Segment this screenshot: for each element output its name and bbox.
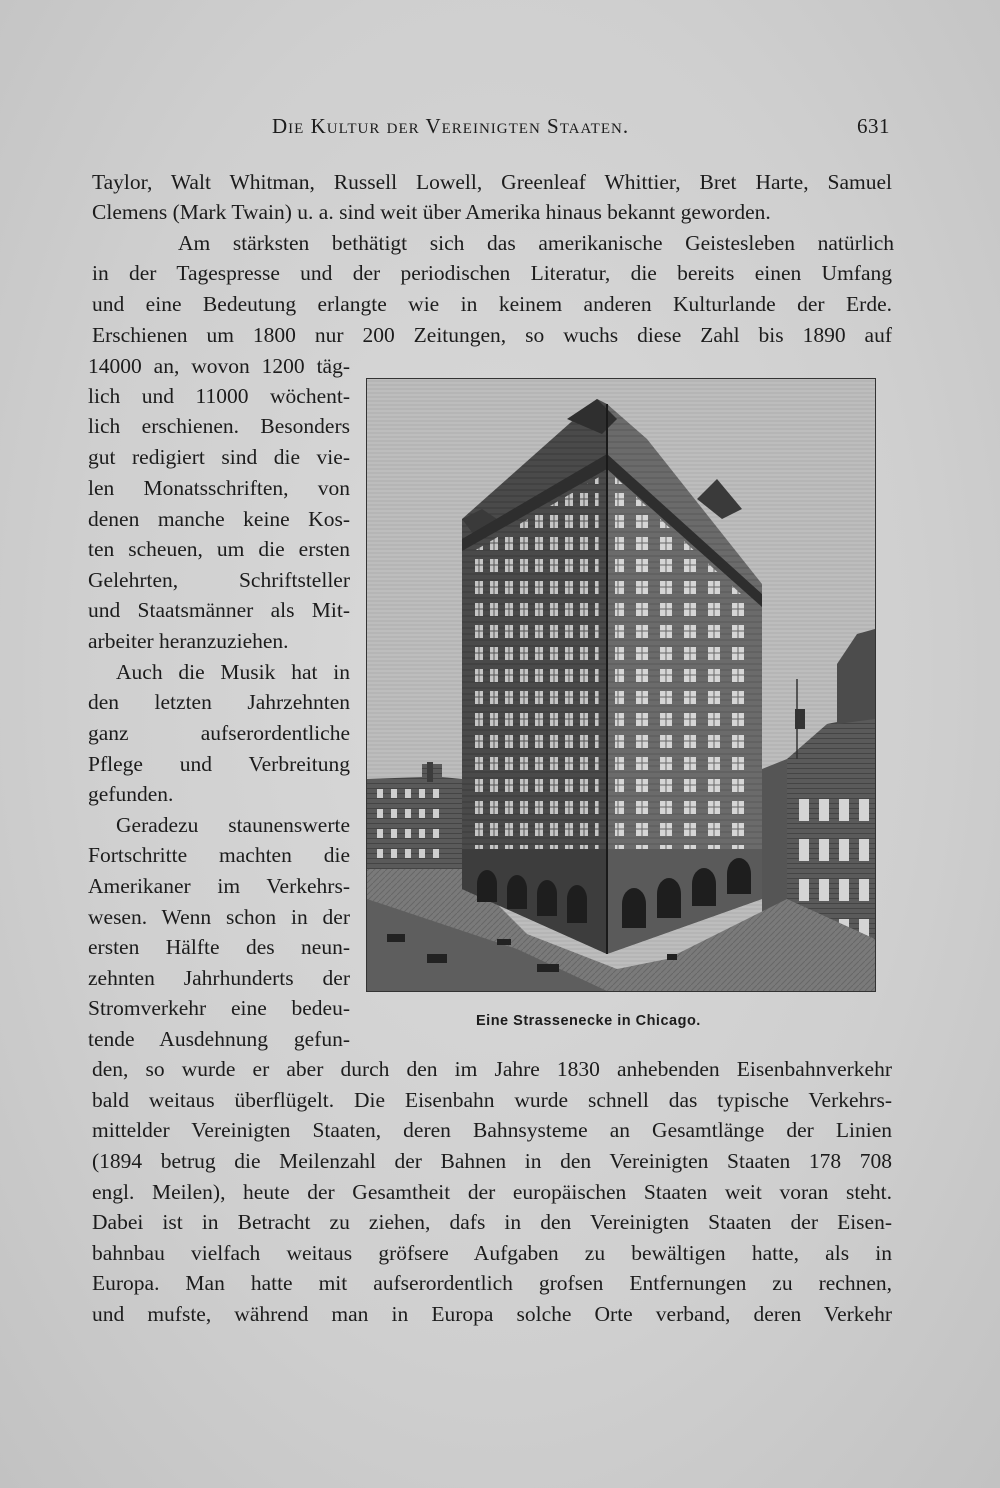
text-line: und mufste, während man in Europa solche Orte verband, deren Verkehr xyxy=(92,1302,892,1326)
text-line: Auch die Musik hat in xyxy=(116,660,350,684)
text-line: Taylor, Walt Whitman, Russell Lowell, Greenleaf Whittier, Bret Harte, Samuel xyxy=(92,170,892,194)
text-line: Erschienen um 1800 nur 200 Zeitungen, so wuchs diese Zahl bis 1890 auf xyxy=(92,323,892,347)
text-line: gut redigiert sind die vie- xyxy=(88,445,350,469)
text-line: arbeiter heranzuziehen. xyxy=(88,629,289,653)
text-line: denen manche keine Kos- xyxy=(88,507,350,531)
text-line: bald weitaus überflügelt. Die Eisenbahn wurde schnell das typische Verkehrs- xyxy=(92,1088,892,1112)
text-line: len Monatsschriften, von xyxy=(88,476,350,500)
figure-caption: Eine Strassenecke in Chicago. xyxy=(476,1013,701,1029)
text-line: Gelehrten, Schriftsteller xyxy=(88,568,350,592)
text-line: in der Tagespresse und der periodischen Literatur, die bereits einen Umfang xyxy=(92,261,892,285)
text-line: wesen. Wenn schon in der xyxy=(88,905,350,929)
text-line: ganz aufserordentliche xyxy=(88,721,350,745)
text-line: Geradezu staunenswerte xyxy=(116,813,350,837)
text-line: und Staatsmänner als Mit- xyxy=(88,598,350,622)
running-title: Die Kultur der Vereinigten Staaten. xyxy=(272,114,630,138)
text-line: den, so wurde er aber durch den im Jahre 1830 anhebenden Eisenbahnverkehr xyxy=(92,1057,892,1081)
text-line: lich und 11000 wöchent- xyxy=(88,384,350,408)
text-line: mittelder Vereinigten Staaten, deren Bahnsysteme an Gesamtlänge der Linien xyxy=(92,1118,892,1142)
text-line: 14000 an, wovon 1200 täg- xyxy=(88,354,350,378)
page-number: 631 xyxy=(857,114,890,138)
text-line: ersten Hälfte des neun- xyxy=(88,935,350,959)
text-line: Pflege und Verbreitung xyxy=(88,752,350,776)
text-line: lich erschienen. Besonders xyxy=(88,414,350,438)
building-engraving xyxy=(366,378,876,992)
text-line: ten scheuen, um die ersten xyxy=(88,537,350,561)
text-line: Fortschritte machten die xyxy=(88,843,350,867)
text-line: (1894 betrug die Meilenzahl der Bahnen in den Vereinigten Staaten 178 708 xyxy=(92,1149,892,1173)
text-line: bahnbau vielfach weitaus gröfsere Aufgaben zu bewältigen hatte, als in xyxy=(92,1241,892,1265)
text-line: Stromverkehr eine bedeu- xyxy=(88,996,350,1020)
text-line: zehnten Jahrhunderts der xyxy=(88,966,350,990)
text-line: Clemens (Mark Twain) u. a. sind weit über Amerika hinaus bekannt geworden. xyxy=(92,200,771,224)
text-line: engl. Meilen), heute der Gesamtheit der europäischen Staaten weit voran steht. xyxy=(92,1180,892,1204)
running-header xyxy=(272,114,890,148)
text-line: tende Ausdehnung gefun- xyxy=(88,1027,350,1051)
text-line: gefunden. xyxy=(88,782,174,806)
text-line: den letzten Jahrzehnten xyxy=(88,690,350,714)
text-line: und eine Bedeutung erlangte wie in keinem anderen Kulturlande der Erde. xyxy=(92,292,892,316)
text-line: Europa. Man hatte mit aufserordentlich grofsen Entfernungen zu rechnen, xyxy=(92,1271,892,1295)
text-line: Am stärksten bethätigt sich das amerikanische Geistesleben natürlich xyxy=(178,231,894,255)
text-line: Amerikaner im Verkehrs- xyxy=(88,874,350,898)
text-line: Dabei ist in Betracht zu ziehen, dafs in den Vereinigten Staaten der Eisen- xyxy=(92,1210,892,1234)
